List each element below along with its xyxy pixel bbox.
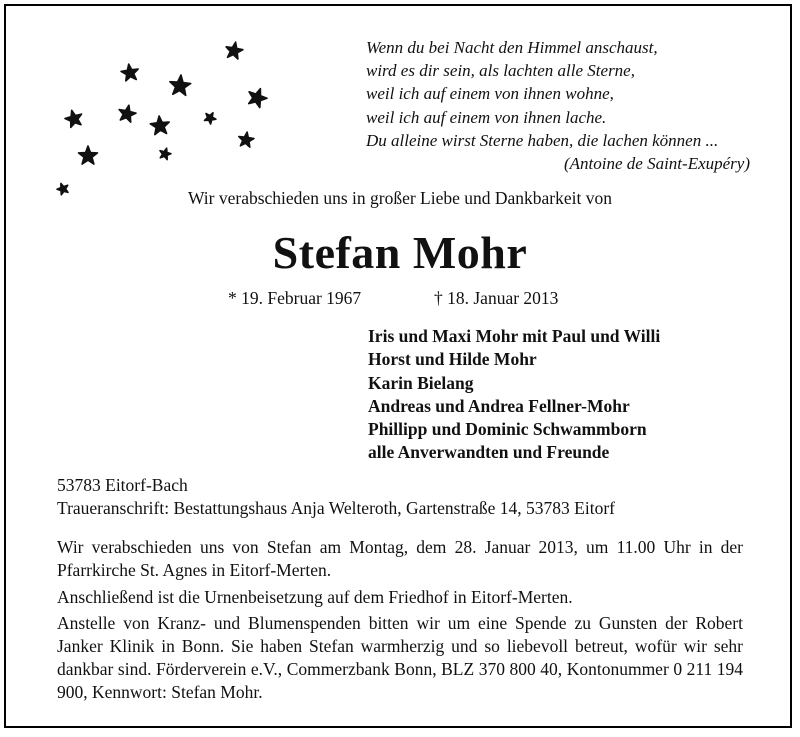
star-icon bbox=[121, 64, 138, 81]
star-icon bbox=[65, 110, 82, 127]
poem-attribution: (Antoine de Saint-Exupéry) bbox=[564, 154, 750, 174]
star-icon bbox=[160, 148, 171, 159]
deceased-name: Stefan Mohr bbox=[272, 227, 528, 278]
poem-line: Wenn du bei Nacht den Himmel anschaust, bbox=[366, 38, 658, 57]
donation-paragraph: Anstelle von Kranz- und Blumenspenden bitten wir um eine Spende zu Gunsten der Robert Janker Klinik in Bonn. Sie haben Stefan warmherzig und so liebevoll betreut, wofür wir sehr dankbar sind. Förderverein e.V., Commerzbank Bonn, BLZ 370 800 40, Kontonummer 0 211 194 900, Kennwort: Stefan Mohr. bbox=[57, 613, 743, 702]
star-icon bbox=[226, 42, 243, 59]
mourner-entry: Phillipp und Dominic Schwammborn bbox=[368, 419, 647, 440]
mourner-entry: Iris und Maxi Mohr mit Paul und Willi bbox=[368, 326, 661, 346]
service-details bbox=[57, 536, 743, 708]
poem-quote bbox=[366, 36, 750, 175]
service-paragraph: Wir verabschieden uns von Stefan am Montag, dem 28. Januar 2013, um 11.00 Uhr in der Pfarrkirche St. Agnes in Eitorf-Merten. bbox=[57, 537, 743, 580]
star-icon bbox=[119, 105, 136, 122]
farewell-intro: Wir verabschieden uns in großer Liebe und Dankbarkeit von bbox=[187, 188, 613, 208]
town-line: 53783 Eitorf-Bach bbox=[57, 475, 188, 495]
mourner-entry: Horst und Hilde Mohr bbox=[368, 349, 537, 370]
star-icon bbox=[205, 113, 216, 124]
poem-line: weil ich auf einem von ihnen wohne, bbox=[366, 84, 614, 104]
mourner-entry: Karin Bielang bbox=[368, 372, 474, 393]
address-block bbox=[57, 474, 615, 520]
mourners-list bbox=[368, 325, 660, 465]
mourner-entry: Andreas und Andrea Fellner-Mohr bbox=[368, 395, 630, 416]
poem-line: wird es dir sein, als lachten alle Sterne, bbox=[366, 61, 635, 81]
mourner-entry: alle Anverwandten und Freunde bbox=[368, 442, 610, 463]
poem-line: Du alleine wirst Sterne haben, die lachen können ... bbox=[366, 130, 719, 150]
star-icon bbox=[79, 146, 98, 164]
burial-paragraph: Anschließend ist die Urnenbeisetzung auf dem Friedhof in Eitorf-Merten. bbox=[57, 586, 573, 607]
star-icon bbox=[170, 75, 191, 95]
mourning-address: Traueranschrift: Bestattungshaus Anja Welteroth, Gartenstraße 14, 53783 Eitorf bbox=[57, 498, 615, 518]
death-date: † 18. Januar 2013 bbox=[434, 288, 559, 308]
poem-line: weil ich auf einem von ihnen lache. bbox=[366, 107, 607, 127]
star-icon bbox=[239, 132, 254, 147]
star-icon bbox=[249, 89, 267, 108]
birth-date: * 19. Februar 1967 bbox=[228, 288, 362, 308]
star-icon bbox=[150, 116, 169, 135]
